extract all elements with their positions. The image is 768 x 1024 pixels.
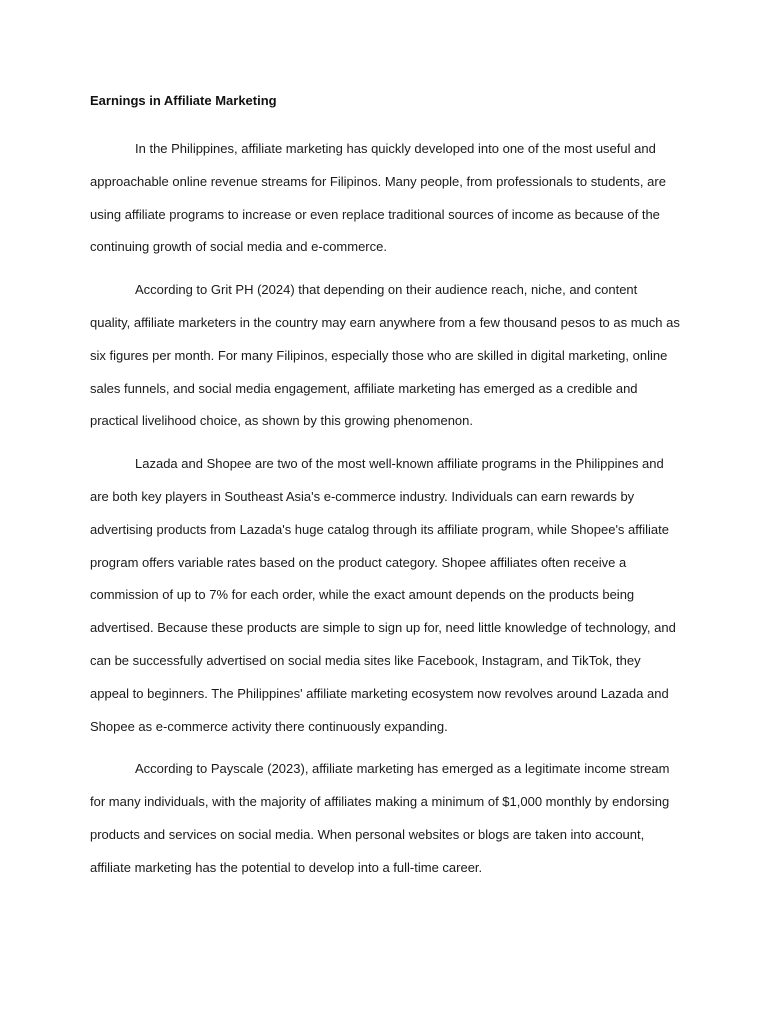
paragraph-lazada-shopee: Lazada and Shopee are two of the most well-known affiliate programs in the Philippines and are both key players in Southeast Asia's e-commerce industry. Individuals can earn rewards by advertising products from Lazada's huge catalog through its affiliate program, while Shopee's affiliate program offers variable rates based on the product category. Shopee affiliates often receive a commission of up to 7% for each order, while the exact amount depends on the products being advertised. Because these products are simple to sign up for, need little knowledge of technology, and can be successfully advertised on social media sites like Facebook, Instagram, and TikTok, they appeal to beginners. The Philippines' affiliate marketing ecosystem now revolves around Lazada and Shopee as e-commerce activity there continuously expanding.: [90, 456, 676, 734]
document-title: Earnings in Affiliate Marketing: [90, 93, 277, 108]
paragraph-payscale: According to Payscale (2023), affiliate marketing has emerged as a legitimate income stream for many individuals, with the majority of affiliates making a minimum of $1,000 monthly by endorsing products and services on social media. When personal websites or blogs are taken into account, affiliate marketing has the potential to develop into a full-time career.: [90, 761, 670, 875]
document-body: [90, 92, 680, 885]
paragraph-intro: In the Philippines, affiliate marketing has quickly developed into one of the most useful and approachable online revenue streams for Filipinos. Many people, from professionals to students, are using affiliate programs to increase or even replace traditional sources of income as because of the continuing growth of social media and e-commerce.: [90, 141, 666, 255]
paragraph-grit-ph: According to Grit PH (2024) that depending on their audience reach, niche, and content quality, affiliate marketers in the country may earn anywhere from a few thousand pesos to as much as six figures per month. For many Filipinos, especially those who are skilled in digital marketing, online sales funnels, and social media engagement, affiliate marketing has emerged as a credible and practical livelihood choice, as shown by this growing phenomenon.: [90, 282, 680, 429]
